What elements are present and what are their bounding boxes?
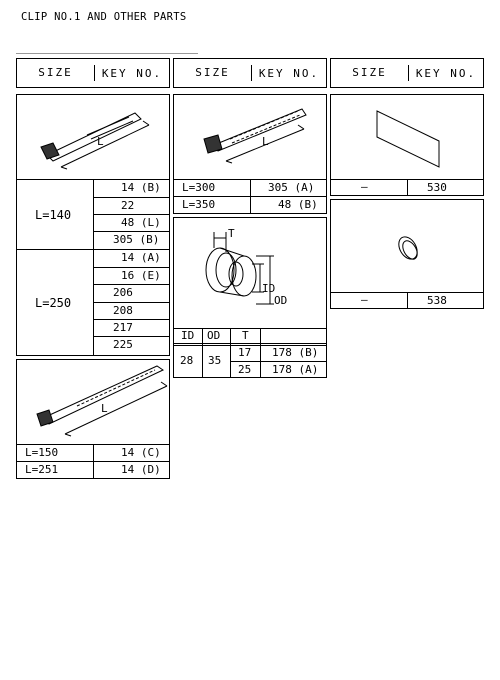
column-header-2: [173, 58, 327, 88]
value-id: 28: [180, 354, 194, 367]
key-no: 14 (C): [121, 446, 161, 459]
key-no: 206: [113, 286, 133, 299]
key-no: 217: [113, 321, 133, 334]
size-L250: L=250: [35, 296, 72, 310]
washer-illustration: [331, 200, 485, 292]
dimension-T: T: [228, 227, 235, 240]
plate-illustration: [331, 95, 485, 179]
size: —: [361, 180, 368, 193]
col-header-id: ID: [181, 329, 195, 342]
key-no: 16 (E): [121, 269, 161, 282]
col-header-t: T: [242, 329, 249, 342]
key-no: 305 (A): [268, 181, 315, 194]
col-header-od: OD: [207, 329, 221, 342]
panel-cable-tie-3: [16, 359, 170, 479]
size: L=350: [182, 198, 216, 211]
size: L=150: [25, 446, 59, 459]
header-key-no: KEY NO.: [258, 66, 320, 80]
key-no: 14 (B): [121, 181, 161, 194]
key-no: 48 (L): [121, 216, 161, 229]
panel-washer: [330, 199, 484, 309]
dimension-L: L: [101, 402, 108, 415]
header-size: SIZE: [17, 65, 95, 82]
column-header-1: [16, 58, 170, 88]
key-no: 530: [427, 181, 447, 194]
panel-grommet: [173, 217, 327, 378]
key-no: 538: [427, 294, 447, 307]
page-title: CLIP NO.1 AND OTHER PARTS: [21, 11, 187, 23]
size: L=300: [182, 181, 216, 194]
dimension-L: L: [262, 135, 269, 148]
cable-tie-illustration: [17, 360, 171, 444]
header-size: SIZE: [174, 65, 252, 82]
key-no: 305 (B): [113, 233, 160, 246]
key-no: 22: [121, 199, 135, 212]
value-t: 25: [238, 363, 252, 376]
panel-cable-tie-1: [16, 94, 170, 356]
key-no: 178 (A): [272, 363, 319, 376]
dimension-L: L: [97, 135, 104, 148]
size: L=251: [25, 463, 59, 476]
value-t: 17: [238, 346, 252, 359]
title-divider: [16, 53, 198, 54]
key-no: 225: [113, 338, 133, 351]
size: —: [361, 293, 368, 306]
key-no: 178 (B): [272, 346, 319, 359]
header-key-no: KEY NO.: [101, 66, 163, 80]
value-od: 35: [208, 354, 222, 367]
size-L140: L=140: [35, 208, 72, 222]
cable-tie-illustration: [17, 95, 171, 179]
panel-plate: [330, 94, 484, 196]
key-no: 208: [113, 304, 133, 317]
key-no: 14 (A): [121, 251, 161, 264]
column-header-3: [330, 58, 484, 88]
panel-cable-tie-2: [173, 94, 327, 214]
header-key-no: KEY NO.: [415, 66, 477, 80]
dimension-ID: ID: [262, 282, 276, 295]
dimension-OD: OD: [274, 294, 288, 307]
cable-tie-illustration: [174, 95, 328, 179]
header-size: SIZE: [331, 65, 409, 82]
grommet-illustration: [174, 218, 328, 328]
key-no: 14 (D): [121, 463, 161, 476]
key-no: 48 (B): [278, 198, 318, 211]
